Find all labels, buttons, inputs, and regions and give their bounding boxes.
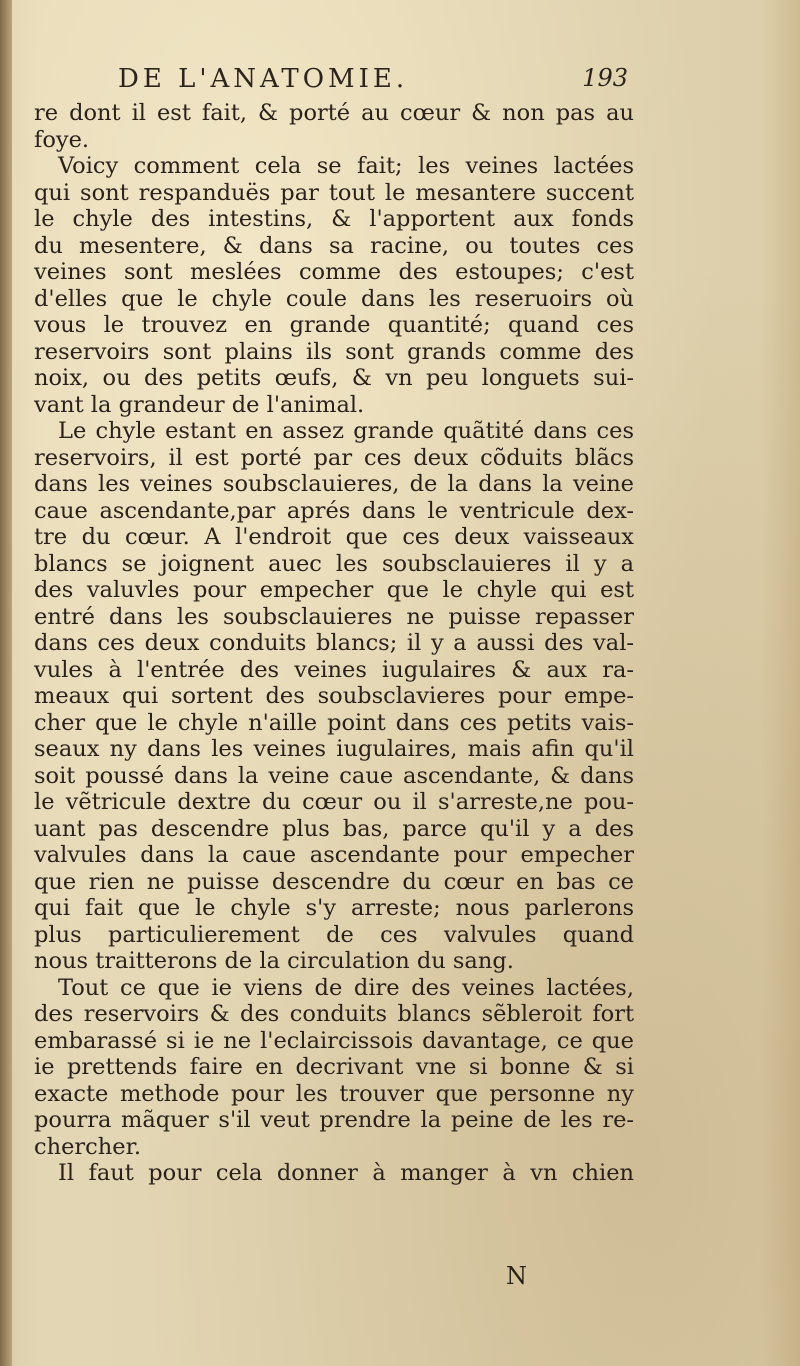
text-line: blancs se joignent auec les soubsclauieres il y a (34, 550, 634, 577)
text-line: embarassé si ie ne l'eclaircissois davantage, ce que (34, 1027, 634, 1054)
text-line: pourra mãquer s'il veut prendre la peine de les re- (34, 1107, 634, 1133)
text-line: dans ces deux conduits blancs; il y a aussi des val- (34, 630, 634, 656)
text-line: Voicy comment cela se fait; les veines lactées (58, 153, 634, 179)
text-line: soit poussé dans la veine caue ascendante, & dans (34, 762, 634, 789)
text-line: meaux qui sortent des soubsclavieres pour empe- (34, 683, 634, 709)
text-line: le chyle des intestins, & l'apportent aux fonds (34, 206, 634, 232)
text-line: reservoirs sont plains ils sont grands comme des (34, 338, 634, 365)
text-line: du mesentere, & dans sa racine, ou toutes ces (34, 232, 634, 259)
page-header (118, 64, 628, 104)
text-line: qui sont respanduës par tout le mesantere succent (34, 179, 634, 206)
text-line: uant pas descendre plus bas, parce qu'il y a des (34, 815, 634, 842)
body-text (34, 100, 634, 1187)
text-line: des valuvles pour empecher que le chyle qui est (34, 577, 634, 603)
text-line: reservoirs, il est porté par ces deux cõduits blãcs (34, 444, 634, 471)
text-line: exacte methode pour les trouver que personne ny (34, 1080, 634, 1107)
text-line: des reservoirs & des conduits blancs sẽbleroit fort (34, 1001, 634, 1027)
text-line: que rien ne puisse descendre du cœur en bas ce (34, 868, 634, 895)
text-line: entré dans les soubsclauieres ne puisse repasser (34, 603, 634, 630)
text-line: foye. (34, 126, 90, 153)
text-line: dans les veines soubsclauieres, de la dans la veine (34, 471, 634, 497)
running-title: DE L'ANATOMIE. (118, 64, 409, 94)
text-line: tre du cœur. A l'endroit que ces deux vaisseaux (34, 524, 634, 550)
text-line: le vẽtricule dextre du cœur ou il s'arreste,ne pou- (34, 789, 634, 815)
text-line: noix, ou des petits œufs, & vn peu longuets sui- (34, 365, 634, 391)
text-line: re dont il est fait, & porté au cœur & non pas au (34, 100, 634, 126)
text-line: valvules dans la caue ascendante pour empecher (34, 842, 634, 868)
text-line: ie prettends faire en decrivant vne si bonne & si (34, 1054, 634, 1080)
text-line: vules à l'entrée des veines iugulaires & aux ra- (34, 656, 634, 683)
text-line: Le chyle estant en assez grande quãtité dans ces (58, 418, 634, 444)
text-line: cher que le chyle n'aille point dans ces petits vais- (34, 709, 634, 736)
text-line: seaux ny dans les veines iugulaires, mais afin qu'il (34, 736, 634, 762)
text-line: caue ascendante,par aprés dans le ventricule dex- (34, 497, 634, 524)
text-line: qui fait que le chyle s'y arreste; nous parlerons (34, 895, 634, 921)
text-line: vous le trouvez en grande quantité; quand ces (34, 312, 634, 338)
text-line: Il faut pour cela donner à manger à vn chien (58, 1160, 634, 1186)
page-number: 193 (582, 64, 628, 92)
text-line: Tout ce que ie viens de dire des veines lactées, (58, 974, 634, 1001)
text-line: nous traitterons de la circulation du sang. (34, 948, 514, 974)
text-line: veines sont meslées comme des estoupes; c'est (34, 259, 634, 285)
text-line: plus particulierement de ces valvules quand (34, 921, 634, 948)
text-line: d'elles que le chyle coule dans les reseruoirs où (34, 285, 634, 312)
text-line: chercher. (34, 1133, 142, 1160)
page-gutter (0, 0, 12, 1366)
text-line: vant la grandeur de l'animal. (34, 391, 365, 418)
signature-mark: N (506, 1262, 527, 1290)
